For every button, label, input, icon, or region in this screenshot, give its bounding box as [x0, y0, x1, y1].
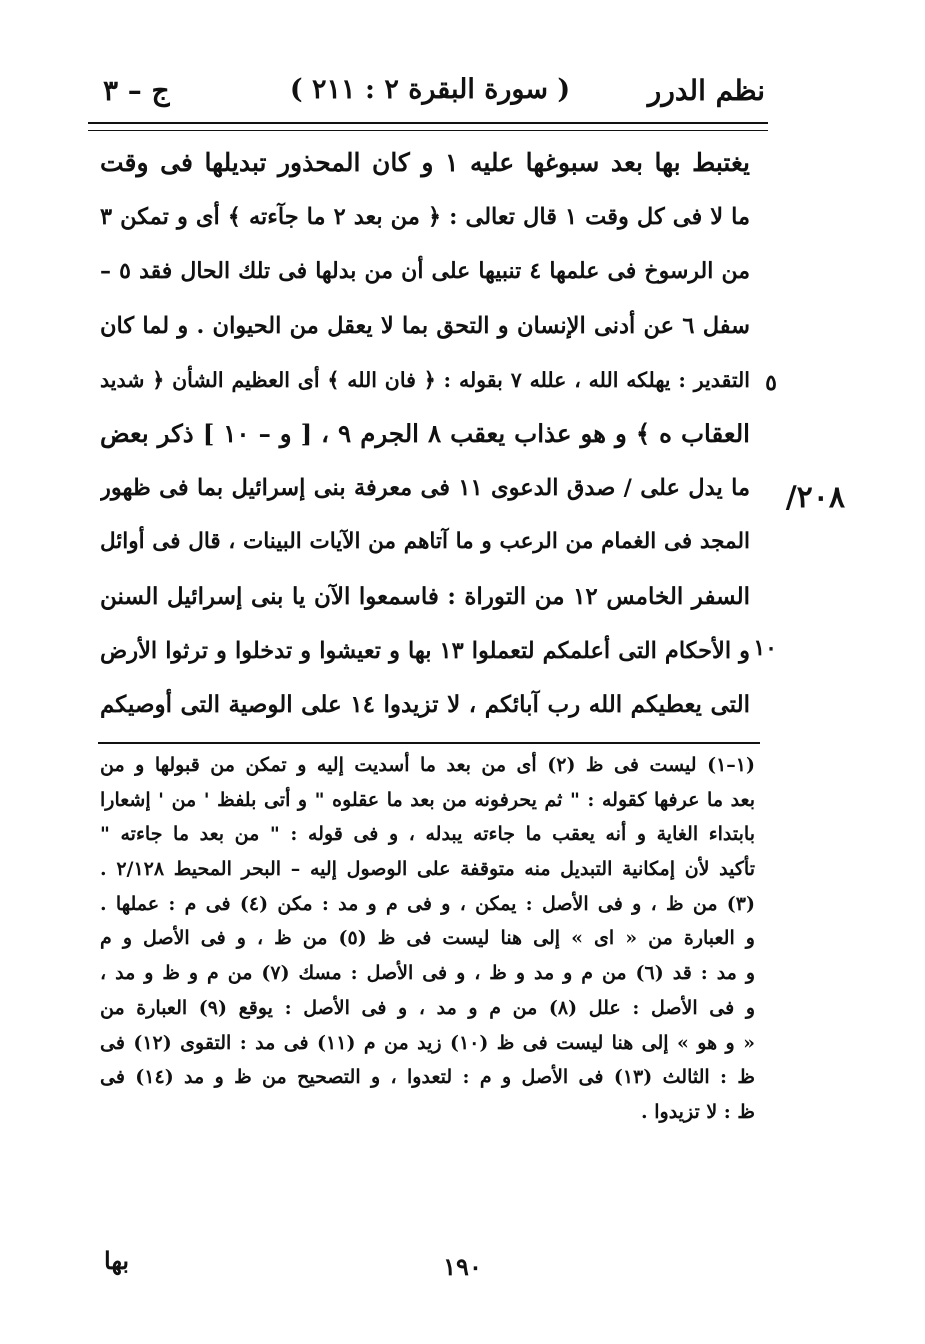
- main-text: [100, 136, 750, 732]
- text-line: يغتبط بها بعد سبوغها عليه ١ و كان المحذور تبديلها فى وقت: [100, 148, 750, 177]
- footnote-line: « و هو » إلى هنا ليست فى ظ (١٠) زيد من م (١١) فى مد : التقوى (١٢) فى: [100, 1031, 755, 1054]
- header-rule: [88, 122, 768, 131]
- footnote-line: و العبارة من « اى » إلى هنا ليست فى ظ (٥) من ظ ، و فى الأصل و م: [100, 927, 755, 950]
- text-line: سفل ٦ عن أدنى الإنسان و التحق بما لا يعقل من الحيوان . و لما كان: [100, 312, 750, 339]
- line-number-5: ٥: [765, 370, 777, 396]
- footnote-line: تأكيد لأن إمكانية التبديل منه متوقفة على الوصول إليه – البحر المحيط ٢/١٢٨ .: [100, 858, 755, 881]
- text-line: السفر الخامس ١٢ من التوراة : فاسمعوا الآن يا بنى إسرائيل السنن: [100, 582, 750, 610]
- book-title: نظم الدرر: [647, 74, 765, 107]
- text-line: العقاب ه ﴾ و هو عذاب يعقب ٨ الجرم ٩ ، [ و – ١٠ ] ذكر بعض: [100, 418, 750, 448]
- volume-number: ج – ٣: [103, 74, 170, 107]
- footnote-line: ظ : لا تزيدوا .: [641, 1100, 755, 1123]
- footnote-line: (١–١) ليست فى ظ (٢) أى من بعد ما أسديت إليه و تمكن من قبولها و من: [100, 754, 755, 776]
- surah-reference: ( سورة البقرة ٢ : ٢١١ ): [289, 74, 571, 105]
- text-line: ما لا فى كل وقت ١ قال تعالى : ﴿ من بعد ٢ ما جآءته ﴾ أى و تمكن ٣: [100, 204, 750, 231]
- footnote-line: بابتداء الغاية و أنه يعقب ما جاءته يبدله ، و فى قوله : " من بعد ما جاءته ": [100, 823, 755, 846]
- text-line: ما يدل على / صدق الدعوى ١١ فى معرفة بنى إسرائيل بما فى ظهور: [100, 475, 750, 502]
- page-number: ١٩٠: [443, 1252, 482, 1281]
- text-line: التقدير : يهلكه الله ، علله ٧ بقوله : ﴿ فان الله ﴾ أى العظيم الشأن ﴿ شديد: [100, 367, 750, 392]
- line-number-10: ١٠: [753, 635, 777, 661]
- text-line: و الأحكام التى أعلمكم لتعملوا ١٣ بها و تعيشوا و تدخلوا و ترثوا الأرض: [100, 637, 750, 664]
- catchword: بها: [104, 1246, 130, 1275]
- footnote-line: و فى الأصل : علل (٨) من م و مد ، و فى الأصل : يوقع (٩) العبارة من: [100, 996, 755, 1019]
- footnote-line: ظ : الثالث (١٣) فى الأصل و م : لتعدوا ، و التصحيح من ظ و مد (١٤) فى: [100, 1066, 755, 1089]
- footnote-line: (٣) من ظ ، و فى الأصل : يمكن ، و فى م و مد : مكن (٤) فى م : عملها .: [100, 892, 755, 915]
- footnote-line: بعد ما عرفها كقوله : " ثم يحرفونه من بعد ما عقلوه " و أتى بلفظ ' من ' إشعارا: [100, 788, 755, 811]
- footnote-line: و مد : قد (٦) من م و مد و ظ ، و فى الأصل : مسك (٧) من م و ظ و مد ،: [100, 962, 755, 985]
- text-line: من الرسوخ فى علمها ٤ تنبيها على أن من بدلها فى تلك الحال فقد ٥ –: [100, 258, 750, 285]
- footnote-rule: [98, 742, 760, 744]
- footnotes: [100, 748, 755, 1130]
- running-header: [95, 70, 765, 114]
- text-line: التى يعطيكم الله رب آبائكم ، لا تزيدوا ١٤ على الوصية التى أوصيكم: [100, 690, 750, 718]
- text-line: المجد فى الغمام من الرعب و ما آتاهم من الآيات البينات ، قال فى أوائل: [100, 529, 750, 555]
- manuscript-folio-reference: ٢٠٨/: [785, 480, 845, 515]
